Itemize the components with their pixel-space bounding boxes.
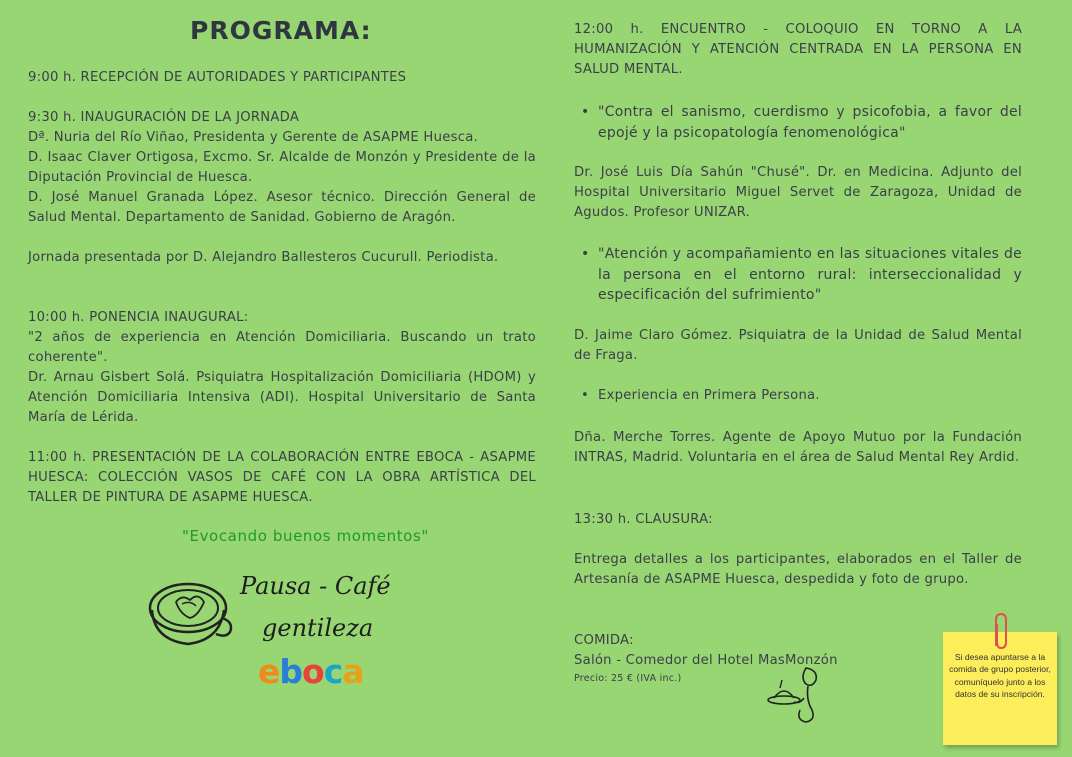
- inauguration-speaker-2: D. Isaac Claver Ortigosa, Excmo. Sr. Alcalde de Monzón y Presidente de la Diputación Provincial de Huesca.: [28, 150, 536, 185]
- topic-text: "Atención y acompañamiento en las situaciones vitales de la persona en el entorno rural: interseccionalidad y especificación del sufrimiento": [598, 246, 1022, 304]
- slogan: "Evocando buenos momentos": [182, 527, 429, 545]
- speaker-3: Dña. Merche Torres. Agente de Apoyo Mutuo por la Fundación INTRAS, Madrid. Voluntaria en el área de Salud Mental Rey Ardid.: [574, 430, 1022, 465]
- topic-item: [574, 244, 1022, 306]
- ponencia-title: "2 años de experiencia en Atención Domiciliaria. Buscando un trato coherente".: [28, 330, 536, 365]
- sticky-note-text: Si desea apuntarse a la comida de grupo posterior, comuníquelo junto a los datos de su inscripción.: [949, 652, 1051, 700]
- lunch-price: Precio: 25 € (IVA inc.): [574, 673, 682, 684]
- speaker-2: D. Jaime Claro Gómez. Psiquiatra de la Unidad de Salud Mental de Fraga.: [574, 328, 1022, 363]
- eboca-letter: o: [302, 652, 324, 691]
- inauguration-heading: 9:30 h. INAUGURACIÓN DE LA JORNADA: [28, 110, 300, 125]
- eboca-letter: c: [323, 652, 343, 691]
- topic-item: [574, 386, 1022, 406]
- reception-line: 9:00 h. RECEPCIÓN DE AUTORIDADES Y PARTICIPANTES: [28, 70, 407, 85]
- inauguration-speaker-1: Dª. Nuria del Río Viñao, Presidenta y Gerente de ASAPME Huesca.: [28, 130, 478, 145]
- coffee-cup-icon: [146, 578, 236, 658]
- inauguration-speaker-3: D. José Manuel Granada López. Asesor técnico. Dirección General de Salud Mental. Departamento de Sanidad. Gobierno de Aragón.: [28, 190, 536, 225]
- bullet-icon: •: [581, 104, 590, 120]
- presentation-line: 11:00 h. PRESENTACIÓN DE LA COLABORACIÓN ENTRE EBOCA - ASAPME HUESCA: COLECCIÓN VASOS DE CAFÉ CON LA OBRA ARTÍSTICA DEL TALLER DE PINTURA DE ASAPME HUESCA.: [28, 450, 536, 505]
- topic-item: [574, 102, 1022, 143]
- eboca-logo: [258, 652, 364, 691]
- courtesy-label: gentileza: [262, 614, 374, 642]
- closing-heading: 13:30 h. CLAUSURA:: [574, 512, 713, 527]
- ponencia-heading: 10:00 h. PONENCIA INAUGURAL:: [28, 310, 249, 325]
- speaker-1: Dr. José Luis Día Sahún "Chusé". Dr. en Medicina. Adjunto del Hospital Universitario Miguel Servet de Zaragoza, Unidad de Agudos. Profesor UNIZAR.: [574, 165, 1022, 220]
- pause-title: Pausa - Café: [240, 572, 391, 600]
- waiter-icon: [766, 664, 832, 730]
- topic-text: "Contra el sanismo, cuerdismo y psicofobia, a favor del epojé y la psicopatología fenomenológica": [598, 104, 1022, 141]
- lunch-place: Salón - Comedor del Hotel MasMonzón: [574, 653, 838, 668]
- paperclip-icon: [990, 612, 1010, 656]
- lunch-heading: COMIDA:: [574, 633, 634, 648]
- eboca-letter: a: [342, 652, 364, 691]
- bullet-icon: •: [581, 246, 590, 262]
- closing-text: Entrega detalles a los participantes, elaborados en el Taller de Artesanía de ASAPME Huesca, despedida y foto de grupo.: [574, 552, 1022, 587]
- eboca-letter: b: [279, 652, 303, 691]
- ponencia-speaker: Dr. Arnau Gisbert Solá. Psiquiatra Hospitalización Domiciliaria (HDOM) y Atención Domiciliaria Intensiva (ADI). Hospital Universitario de Santa María de Lérida.: [28, 370, 536, 425]
- presenter-line: Jornada presentada por D. Alejandro Ballesteros Cucurull. Periodista.: [28, 250, 499, 265]
- encuentro-heading: 12:00 h. ENCUENTRO - COLOQUIO EN TORNO A LA HUMANIZACIÓN Y ATENCIÓN CENTRADA EN LA PERSONA EN SALUD MENTAL.: [574, 22, 1022, 77]
- bullet-icon: •: [581, 388, 590, 403]
- eboca-letter: e: [258, 652, 280, 691]
- topic-text: Experiencia en Primera Persona.: [598, 388, 820, 403]
- page-title: PROGRAMA:: [190, 16, 372, 45]
